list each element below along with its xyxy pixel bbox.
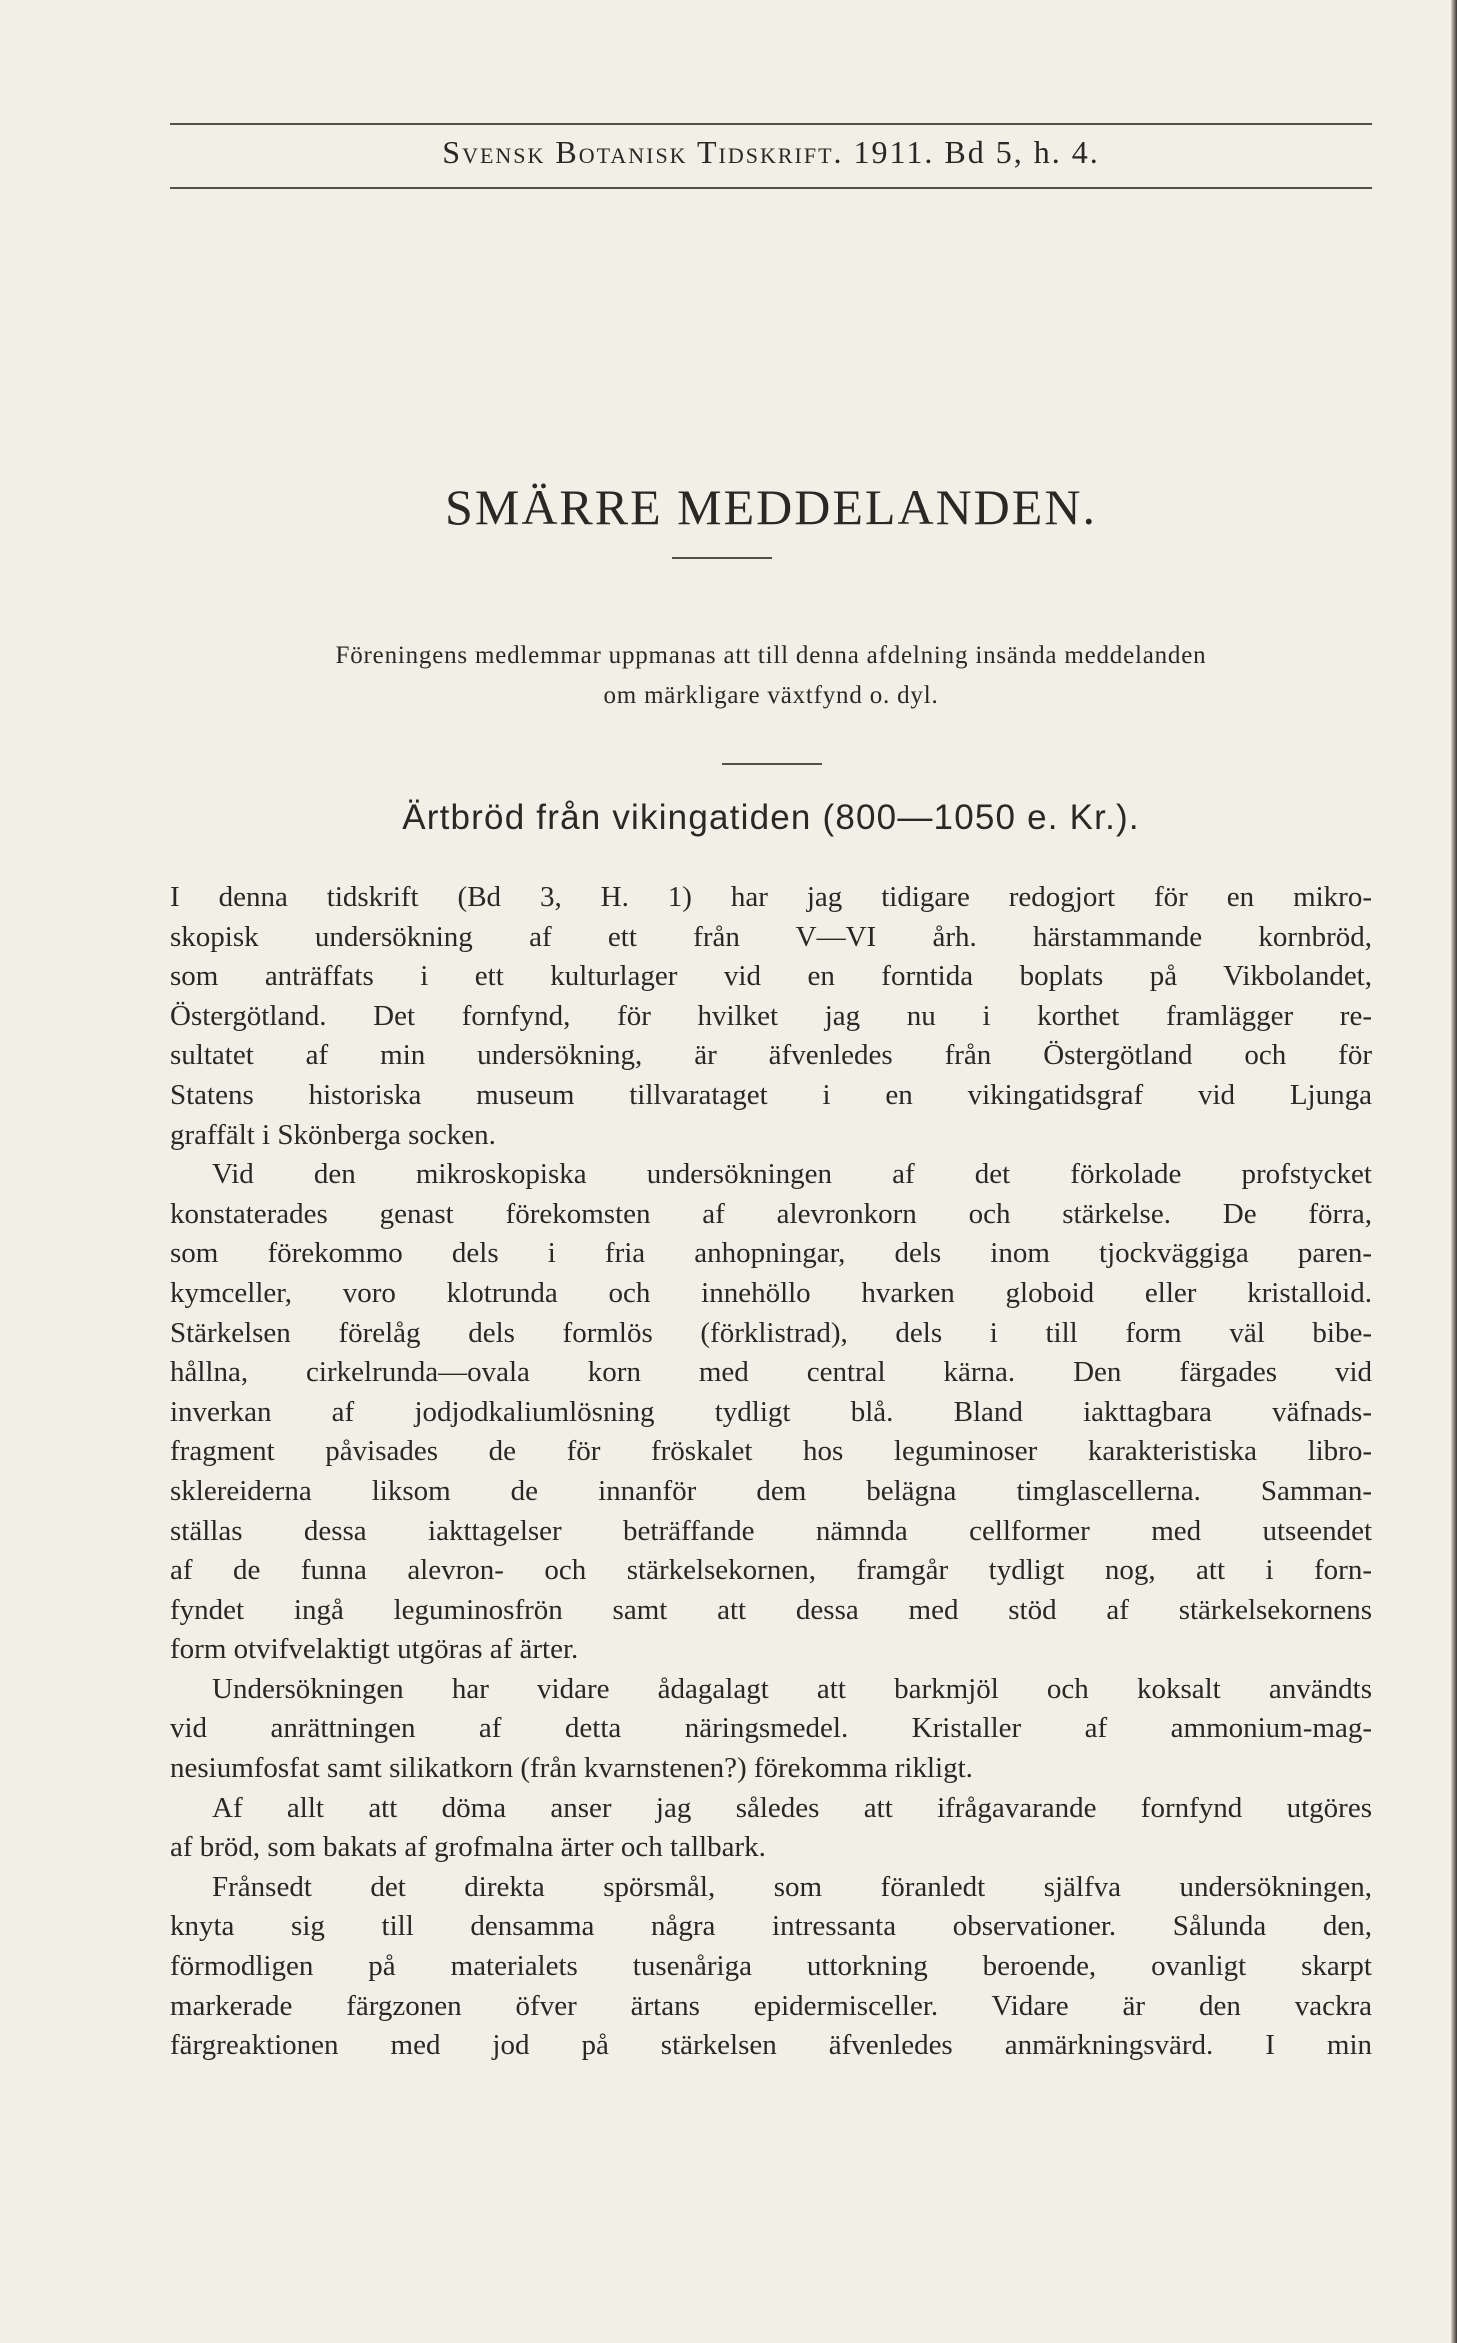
body-line: färgreaktionen med jod på stärkelsen äfvenledes anmärkningsvärd. I min bbox=[170, 2029, 1372, 2062]
body-line: som förekommo dels i fria anhopningar, dels inom tjockväggiga paren- bbox=[170, 1237, 1372, 1270]
body-line: af de funna alevron- och stärkelsekornen, framgår tydligt nog, att i forn- bbox=[170, 1554, 1372, 1587]
intro-line-1: Föreningens medlemmar uppmanas att till denna afdelning insända meddelanden bbox=[335, 642, 1207, 669]
article-body bbox=[170, 878, 1372, 2066]
section-divider bbox=[672, 557, 772, 559]
body-line: Undersökningen har vidare ådagalagt att barkmjöl och koksalt användts bbox=[212, 1672, 1372, 1705]
section-title: SMÄRRE MEDDELANDEN. bbox=[445, 479, 1097, 535]
body-line: nesiumfosfat samt silikatkorn (från kvarnstenen?) förekomma rikligt. bbox=[170, 1752, 973, 1785]
intro-divider bbox=[722, 763, 822, 765]
body-line: Af allt att döma anser jag således att ifrågavarande fornfynd utgöres bbox=[212, 1791, 1372, 1824]
article-title: Ärtbröd från vikingatiden (800—1050 e. Kr.). bbox=[402, 798, 1140, 837]
body-line: inverkan af jodjodkaliumlösning tydligt blå. Bland iakttagbara väfnads- bbox=[170, 1395, 1372, 1428]
header-rule-top bbox=[170, 123, 1372, 125]
journal-name: Svensk Botanisk Tidskrift. bbox=[442, 134, 844, 170]
body-line: Stärkelsen förelåg dels formlös (förklistrad), dels i till form väl bibe- bbox=[170, 1316, 1372, 1349]
body-line: graffält i Skönberga socken. bbox=[170, 1118, 496, 1151]
body-line: som anträffats i ett kulturlager vid en forntida boplats på Vikbolandet, bbox=[170, 960, 1372, 993]
body-line: sklereiderna liksom de innanför dem belägna timglascellerna. Samman- bbox=[170, 1474, 1372, 1507]
body-line: skopisk undersökning af ett från V—VI årh. härstammande kornbröd, bbox=[170, 920, 1372, 953]
body-line: konstaterades genast förekomsten af alevronkorn och stärkelse. De förra, bbox=[170, 1197, 1372, 1230]
header-rule-bottom bbox=[170, 187, 1372, 189]
volume-info: 1911. Bd 5, h. 4. bbox=[853, 134, 1100, 170]
body-line: Vid den mikroskopiska undersökningen af det förkolade profstycket bbox=[212, 1158, 1372, 1191]
body-line: fragment påvisades de för fröskalet hos leguminoser karakteristiska libro- bbox=[170, 1435, 1372, 1468]
body-line: markerade färgzonen öfver ärtans epidermisceller. Vidare är den vackra bbox=[170, 1989, 1372, 2022]
body-line: Frånsedt det direkta spörsmål, som föranledt själfva undersökningen, bbox=[212, 1870, 1372, 1903]
body-line: kymceller, voro klotrunda och innehöllo hvarken globoid eller kristalloid. bbox=[170, 1276, 1372, 1309]
running-head bbox=[170, 134, 1372, 171]
body-line: sultatet af min undersökning, är äfvenledes från Östergötland och för bbox=[170, 1039, 1372, 1072]
body-line: Östergötland. Det fornfynd, för hvilket jag nu i korthet framlägger re- bbox=[170, 999, 1372, 1032]
body-line: ställas dessa iakttagelser beträffande nämnda cellformer med utseendet bbox=[170, 1514, 1372, 1547]
body-line: knyta sig till densamma några intressanta observationer. Sålunda den, bbox=[170, 1910, 1372, 1943]
body-line: I denna tidskrift (Bd 3, H. 1) har jag tidigare redogjort för en mikro- bbox=[170, 881, 1372, 913]
body-line: hållna, cirkelrunda—ovala korn med central kärna. Den färgades vid bbox=[170, 1356, 1372, 1389]
page-edge-shadow bbox=[1451, 0, 1457, 2343]
intro-line-2: om märkligare växtfynd o. dyl. bbox=[603, 682, 939, 709]
section-intro bbox=[170, 636, 1372, 716]
body-line: vid anrättningen af detta näringsmedel. Kristaller af ammonium-mag- bbox=[170, 1712, 1372, 1745]
body-line: fyndet ingå leguminosfrön samt att dessa med stöd af stärkelsekornens bbox=[170, 1593, 1372, 1626]
body-line: af bröd, som bakats af grofmalna ärter och tallbark. bbox=[170, 1831, 766, 1864]
body-line: förmodligen på materialets tusenåriga uttorkning beroende, ovanligt skarpt bbox=[170, 1950, 1372, 1983]
body-line: Statens historiska museum tillvarataget i en vikingatidsgraf vid Ljunga bbox=[170, 1078, 1372, 1111]
body-line: form otvifvelaktigt utgöras af ärter. bbox=[170, 1633, 579, 1666]
